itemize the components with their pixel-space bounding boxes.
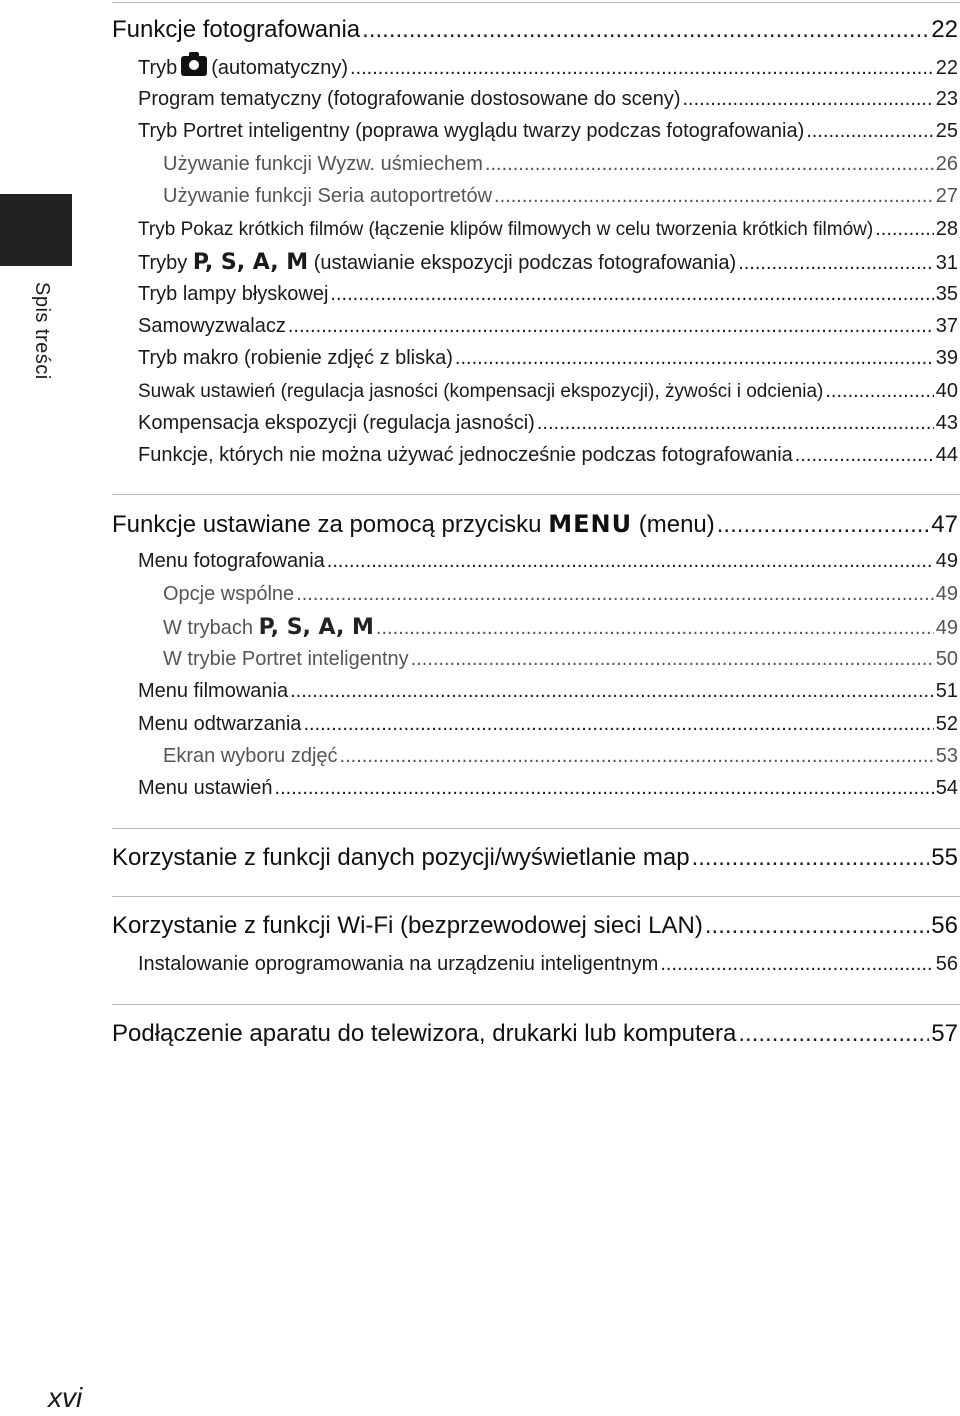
menu-button-label: MENU: [548, 510, 633, 538]
entry-page: 55: [931, 844, 958, 871]
entry-page: 50: [935, 648, 958, 670]
chapter-tab-marker: [0, 194, 72, 266]
entry-page: 49: [935, 617, 958, 639]
entry-title: Program tematyczny (fotografowanie dostosowane do sceny): [138, 88, 681, 110]
separator: [112, 1004, 960, 1005]
toc-subentry[interactable]: [163, 615, 958, 640]
separator: [112, 828, 960, 829]
entry-title: Tryb Pokaz krótkich filmów (łączenie klipów filmowych w celu tworzenia krótkich filmów): [138, 219, 874, 240]
entry-title: Korzystanie z funkcji danych pozycji/wyświetlanie map: [112, 844, 690, 871]
entry-title: Używanie funkcji Seria autoportretów: [163, 185, 493, 207]
exposure-modes-label: P, S, A, M: [258, 615, 374, 640]
entry-title: Menu filmowania: [138, 680, 289, 702]
entry-page: 43: [935, 412, 958, 434]
entry-page: 28: [935, 218, 958, 240]
entry-page: 40: [935, 380, 958, 402]
camera-auto-mode-icon: [181, 56, 207, 76]
toc-subentry[interactable]: [163, 153, 958, 176]
exposure-modes-label: P, S, A, M: [192, 250, 309, 275]
entry-page: 52: [935, 713, 958, 735]
toc-subentry[interactable]: [163, 648, 958, 671]
entry-title: Funkcje fotografowania: [112, 16, 361, 43]
toc-entry[interactable]: [138, 250, 958, 275]
entry-title: Tryb lampy błyskowej: [138, 283, 329, 305]
entry-title: Funkcje ustawiane za pomocą przycisku MENU (menu): [112, 510, 715, 538]
entry-page: 22: [935, 57, 958, 79]
entry-title: Korzystanie z funkcji Wi-Fi (bezprzewodowej sieci LAN): [112, 912, 703, 939]
entry-page: 27: [935, 185, 958, 207]
toc-entry[interactable]: [138, 412, 958, 435]
entry-page: 49: [935, 550, 958, 572]
entry-page: 44: [935, 444, 958, 466]
entry-title: Używanie funkcji Wyzw. uśmiechem: [163, 153, 483, 175]
entry-title: Samowyzwalacz: [138, 315, 286, 337]
toc-subentry[interactable]: [163, 745, 958, 768]
entry-page: 35: [935, 283, 958, 305]
entry-page: 49: [935, 583, 958, 605]
toc-section-heading[interactable]: [112, 510, 958, 539]
toc-entry[interactable]: [138, 550, 958, 573]
toc-subentry[interactable]: [163, 583, 958, 606]
entry-title: Podłączenie aparatu do telewizora, drukarki lub komputera: [112, 1020, 737, 1047]
toc-entry[interactable]: [138, 713, 958, 736]
entry-title: Ekran wyboru zdjęć: [163, 745, 338, 767]
entry-title: Opcje wspólne: [163, 583, 295, 605]
toc-subentry[interactable]: [163, 185, 958, 208]
side-label: Spis treści: [31, 282, 53, 380]
entry-title: Instalowanie oprogramowania na urządzeniu inteligentnym: [138, 953, 659, 975]
entry-title: Kompensacja ekspozycji (regulacja jasności): [138, 412, 535, 434]
entry-page: 53: [935, 745, 958, 767]
toc-entry[interactable]: [138, 120, 958, 143]
toc-entry[interactable]: [138, 777, 958, 800]
toc-entry[interactable]: [138, 953, 958, 976]
entry-title: Menu ustawień: [138, 777, 273, 799]
entry-page: 31: [935, 252, 958, 274]
toc-entry[interactable]: [138, 680, 958, 703]
toc-entry[interactable]: [138, 315, 958, 338]
entry-page: 47: [931, 511, 958, 538]
entry-page: 22: [931, 16, 958, 43]
entry-title: Tryb makro (robienie zdjęć z bliska): [138, 347, 453, 369]
separator: [112, 896, 960, 897]
toc-entry[interactable]: [138, 88, 958, 111]
toc-section-heading[interactable]: [112, 844, 958, 872]
entry-title: W trybie Portret inteligentny: [163, 648, 409, 670]
toc-entry[interactable]: [138, 56, 958, 80]
toc-entry[interactable]: [138, 218, 958, 241]
page-number: xvi: [48, 1382, 83, 1413]
toc-entry[interactable]: [138, 347, 958, 370]
entry-title: Menu fotografowania: [138, 550, 325, 572]
toc-entry[interactable]: [138, 380, 958, 403]
entry-title: Funkcje, których nie można używać jednocześnie podczas fotografowania: [138, 444, 793, 466]
entry-page: 39: [935, 347, 958, 369]
toc-entry[interactable]: [138, 283, 958, 306]
entry-title: Tryb (automatyczny): [138, 57, 348, 79]
entry-page: 23: [935, 88, 958, 110]
entry-title: Menu odtwarzania: [138, 713, 302, 735]
separator: [112, 494, 960, 495]
entry-page: 51: [935, 680, 958, 702]
entry-page: 54: [935, 777, 958, 799]
entry-page: 57: [931, 1020, 958, 1047]
entry-title: W trybach P, S, A, M: [163, 615, 374, 640]
entry-page: 25: [935, 120, 958, 142]
toc-entry[interactable]: [138, 444, 958, 467]
toc-section-heading[interactable]: [112, 912, 958, 940]
entry-title: Tryb Portret inteligentny (poprawa wyglądu twarzy podczas fotografowania): [138, 120, 805, 142]
toc-section-heading[interactable]: [112, 16, 958, 44]
separator: [112, 2, 960, 3]
entry-page: 26: [935, 153, 958, 175]
entry-title: Suwak ustawień (regulacja jasności (kompensacji ekspozycji), żywości i odcienia): [138, 381, 824, 402]
toc-section-heading[interactable]: [112, 1020, 958, 1048]
entry-page: 37: [935, 315, 958, 337]
entry-title: Tryby P, S, A, M (ustawianie ekspozycji podczas fotografowania): [138, 250, 737, 275]
entry-page: 56: [935, 953, 958, 975]
entry-page: 56: [931, 912, 958, 939]
